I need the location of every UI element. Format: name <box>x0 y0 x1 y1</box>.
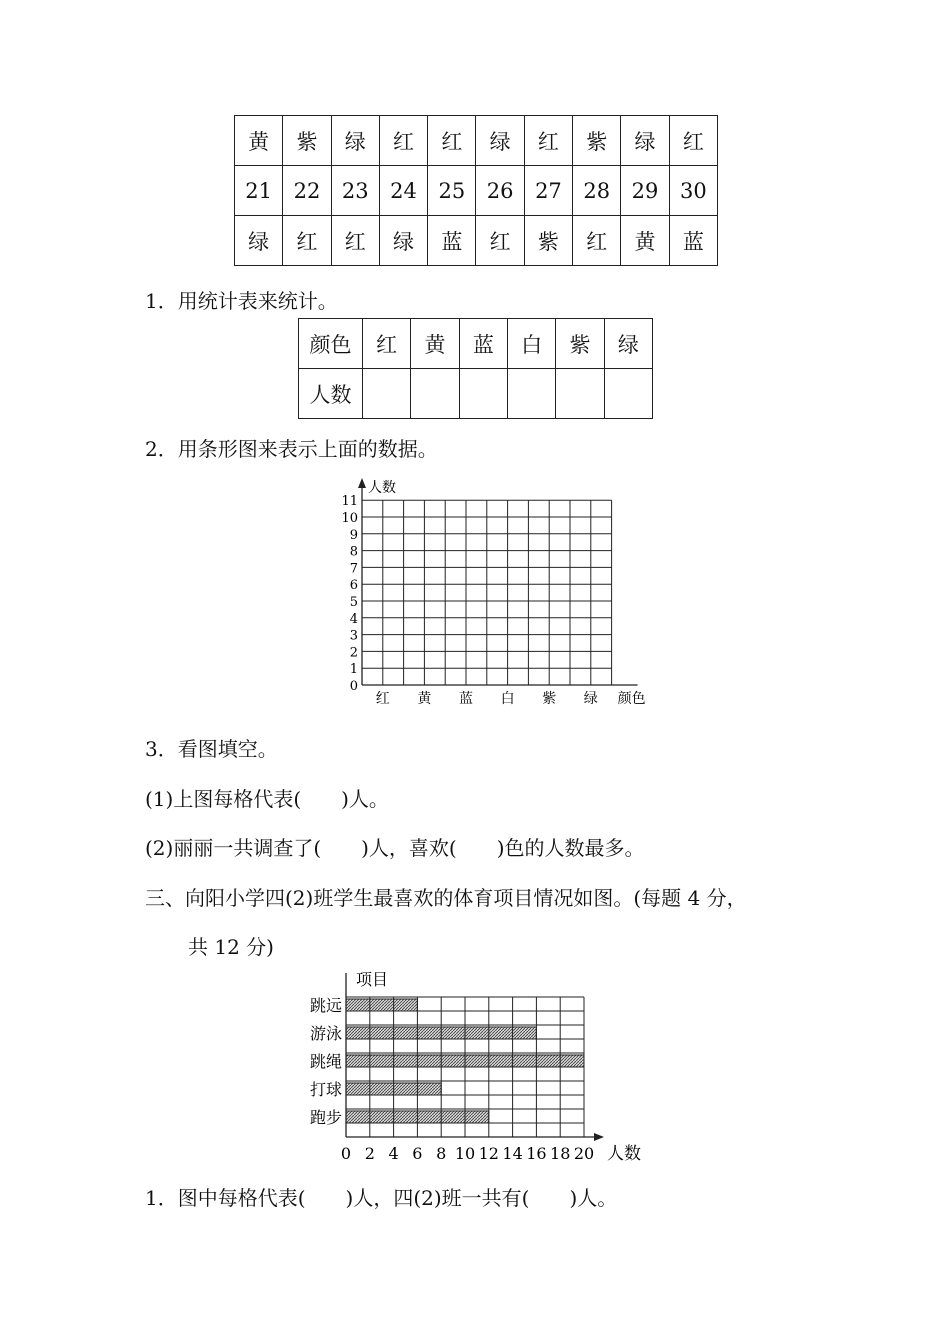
sports-bar-chart <box>300 965 660 1170</box>
survey-cell: 蓝 <box>669 216 717 266</box>
section-3-heading-cont: 共 12 分) <box>188 935 274 959</box>
y-tick-label: 4 <box>349 611 358 627</box>
survey-cell: 红 <box>283 216 331 266</box>
stat-count-blank[interactable] <box>604 369 652 419</box>
y-axis-arrow <box>358 478 366 488</box>
stat-count-blank[interactable] <box>411 369 459 419</box>
question-1: 1．用统计表来统计。 <box>145 289 338 313</box>
question-2: 2．用条形图来表示上面的数据。 <box>145 437 438 461</box>
survey-cell: 紫 <box>573 116 621 166</box>
y-tick-label: 11 <box>341 494 358 510</box>
question-3: 3．看图填空。 <box>145 737 278 761</box>
survey-cell: 红 <box>331 216 379 266</box>
stat-color-cell: 黄 <box>411 319 459 369</box>
y-tick-label: 3 <box>349 628 358 644</box>
survey-cell: 21 <box>235 166 283 216</box>
y-tick-label: 10 <box>341 511 358 526</box>
survey-cell: 红 <box>524 116 572 166</box>
stat-header-label: 颜色 <box>299 319 363 369</box>
stat-color-cell: 白 <box>507 319 555 369</box>
stat-count-blank[interactable] <box>556 369 604 419</box>
survey-cell: 绿 <box>476 116 524 166</box>
survey-cell: 紫 <box>524 216 572 266</box>
stat-color-cell: 绿 <box>604 319 652 369</box>
survey-cell: 绿 <box>379 216 427 266</box>
x-tick-label: 0 <box>340 1144 352 1163</box>
x-tick-label: 12 <box>478 1144 499 1163</box>
category-label: 跳远 <box>309 996 342 1015</box>
y-tick-label: 0 <box>349 679 358 694</box>
color-bar-chart <box>330 470 646 715</box>
stat-count-blank[interactable] <box>459 369 507 419</box>
survey-cell: 23 <box>331 166 379 216</box>
x-tick-label: 红 <box>375 691 390 707</box>
survey-cell: 黄 <box>621 216 669 266</box>
y-tick-label: 6 <box>349 578 358 594</box>
survey-cell: 24 <box>379 166 427 216</box>
x-axis-arrow <box>594 1133 604 1141</box>
y-tick-label: 5 <box>349 595 358 610</box>
survey-cell: 红 <box>379 116 427 166</box>
x-tick-label: 蓝 <box>459 691 473 707</box>
x-tick-label: 绿 <box>583 691 598 707</box>
survey-cell: 25 <box>428 166 476 216</box>
stat-count-row <box>299 369 653 419</box>
x-tick-label: 10 <box>454 1144 476 1163</box>
x-tick-label: 8 <box>436 1144 447 1163</box>
survey-cell: 28 <box>573 166 621 216</box>
survey-cell: 紫 <box>283 116 331 166</box>
survey-cell: 红 <box>428 116 476 166</box>
question-3-1: (1)上图每格代表( )人。 <box>145 787 389 811</box>
survey-cell: 30 <box>669 166 717 216</box>
category-label: 跑步 <box>309 1108 342 1127</box>
y-tick-label: 9 <box>349 527 358 543</box>
survey-cell: 绿 <box>235 216 283 266</box>
question-3-2: (2)丽丽一共调查了( )人，喜欢( )色的人数最多。 <box>145 836 645 860</box>
x-tick-label: 6 <box>412 1144 423 1163</box>
stat-color-cell: 紫 <box>556 319 604 369</box>
y-tick-label: 2 <box>349 645 358 661</box>
x-tick-label: 4 <box>388 1144 399 1163</box>
survey-cell: 黄 <box>235 116 283 166</box>
stat-count-blank[interactable] <box>363 369 411 419</box>
x-tick-label: 紫 <box>542 691 557 707</box>
survey-cell: 蓝 <box>428 216 476 266</box>
survey-cell: 26 <box>476 166 524 216</box>
stat-count-blank[interactable] <box>507 369 555 419</box>
category-label: 游泳 <box>309 1024 342 1043</box>
y-tick-label: 7 <box>349 561 358 577</box>
statistics-table <box>298 318 653 419</box>
survey-cell: 红 <box>669 116 717 166</box>
x-tick-label: 14 <box>502 1144 523 1163</box>
survey-cell: 绿 <box>331 116 379 166</box>
bar <box>346 999 417 1011</box>
survey-cell: 红 <box>476 216 524 266</box>
y-axis-label: 项目 <box>356 970 389 989</box>
x-tick-label: 18 <box>550 1144 571 1163</box>
y-axis-label: 人数 <box>368 480 396 496</box>
survey-cell: 29 <box>621 166 669 216</box>
x-axis-label: 颜色 <box>617 691 646 707</box>
stat-color-cell: 红 <box>363 319 411 369</box>
survey-row <box>235 116 718 166</box>
x-axis-label: 人数 <box>607 1144 641 1164</box>
x-tick-label: 白 <box>500 691 515 707</box>
survey-cell: 22 <box>283 166 331 216</box>
survey-row <box>235 166 718 216</box>
x-tick-label: 黄 <box>417 691 432 707</box>
y-tick-label: 8 <box>349 544 358 560</box>
question-final: 1．图中每格代表( )人，四(2)班一共有( )人。 <box>145 1186 618 1210</box>
x-tick-label: 20 <box>573 1144 595 1163</box>
y-tick-label: 1 <box>349 662 358 678</box>
category-label: 打球 <box>309 1080 342 1099</box>
section-3-heading: 三、向阳小学四(2)班学生最喜欢的体育项目情况如图。(每题 4 分， <box>145 886 747 910</box>
survey-cell: 绿 <box>621 116 669 166</box>
stat-row-label: 人数 <box>299 369 363 419</box>
survey-cell: 27 <box>524 166 572 216</box>
survey-cell: 红 <box>573 216 621 266</box>
x-tick-label: 16 <box>526 1144 547 1163</box>
stat-color-cell: 蓝 <box>459 319 507 369</box>
survey-row <box>235 216 718 266</box>
survey-data-table <box>234 115 718 266</box>
x-tick-label: 2 <box>364 1144 375 1163</box>
category-label: 跳绳 <box>309 1052 342 1071</box>
stat-header-row <box>299 319 653 369</box>
